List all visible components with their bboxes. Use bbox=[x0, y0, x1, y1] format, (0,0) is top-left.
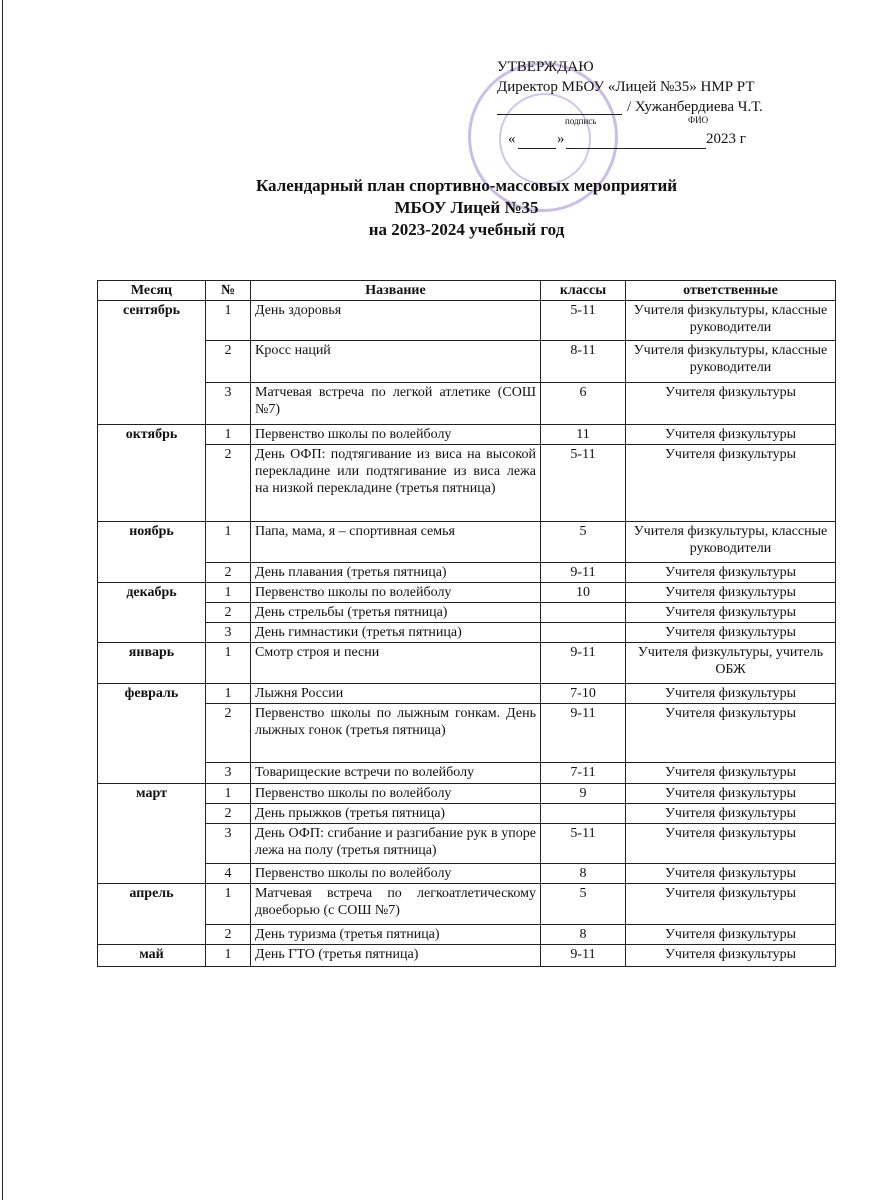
responsible-cell: Учителя физкультуры bbox=[626, 684, 836, 704]
classes-cell: 9-11 bbox=[541, 945, 626, 967]
responsible-cell: Учителя физкультуры bbox=[626, 704, 836, 763]
responsible-cell: Учителя физкультуры, классные руководители bbox=[626, 301, 836, 341]
month-cell: сентябрь bbox=[98, 301, 206, 425]
responsible-cell: Учителя физкультуры bbox=[626, 884, 836, 925]
date-quote-close: » bbox=[557, 131, 565, 147]
responsible-cell: Учителя физкультуры bbox=[626, 583, 836, 603]
classes-cell: 8-11 bbox=[541, 341, 626, 383]
classes-cell: 9 bbox=[541, 784, 626, 804]
number-cell: 3 bbox=[206, 623, 251, 643]
responsible-cell: Учителя физкультуры bbox=[626, 804, 836, 824]
responsible-cell: Учителя физкультуры bbox=[626, 445, 836, 522]
title-line-1: Календарный план спортивно-массовых мероприятий bbox=[255, 176, 678, 195]
date-day-line bbox=[518, 148, 556, 149]
month-cell: ноябрь bbox=[98, 522, 206, 583]
table-row bbox=[98, 864, 836, 884]
event-name-cell: Первенство школы по волейболу bbox=[251, 864, 541, 884]
event-name-cell: Папа, мама, я – спортивная семья bbox=[251, 522, 541, 563]
event-name-cell: Смотр строя и песни bbox=[251, 643, 541, 684]
responsible-cell: Учителя физкультуры bbox=[626, 425, 836, 445]
column-header: Месяц bbox=[98, 281, 206, 301]
classes-cell bbox=[541, 623, 626, 643]
event-name-cell: День стрельбы (третья пятница) bbox=[251, 603, 541, 623]
classes-cell: 5-11 bbox=[541, 445, 626, 522]
approval-heading: УТВЕРЖДАЮ bbox=[497, 59, 594, 75]
number-cell: 2 bbox=[206, 804, 251, 824]
event-name-cell: Первенство школы по волейболу bbox=[251, 425, 541, 445]
classes-cell: 8 bbox=[541, 925, 626, 945]
number-cell: 1 bbox=[206, 301, 251, 341]
signature-caption: подпись bbox=[565, 116, 597, 126]
number-cell: 2 bbox=[206, 704, 251, 763]
responsible-cell: Учителя физкультуры bbox=[626, 864, 836, 884]
responsible-cell: Учителя физкультуры bbox=[626, 945, 836, 967]
number-cell: 3 bbox=[206, 383, 251, 425]
month-cell: январь bbox=[98, 643, 206, 684]
responsible-cell: Учителя физкультуры, учитель ОБЖ bbox=[626, 643, 836, 684]
responsible-cell: Учителя физкультуры, классные руководители bbox=[626, 522, 836, 563]
table-row bbox=[98, 884, 836, 925]
document-title bbox=[0, 175, 873, 241]
table-row bbox=[98, 301, 836, 341]
signature-line bbox=[497, 114, 622, 115]
responsible-cell: Учителя физкультуры bbox=[626, 763, 836, 784]
events-table bbox=[97, 280, 836, 967]
title-line-3: на 2023-2024 учебный год bbox=[368, 220, 565, 239]
classes-cell bbox=[541, 804, 626, 824]
responsible-cell: Учителя физкультуры bbox=[626, 603, 836, 623]
responsible-cell: Учителя физкультуры, классные руководители bbox=[626, 341, 836, 383]
table-row bbox=[98, 784, 836, 804]
table-row bbox=[98, 522, 836, 563]
classes-cell: 5-11 bbox=[541, 824, 626, 864]
date-month-line bbox=[566, 148, 706, 149]
table-row bbox=[98, 824, 836, 864]
month-cell: февраль bbox=[98, 684, 206, 784]
column-header: № bbox=[206, 281, 251, 301]
column-header: ответственные bbox=[626, 281, 836, 301]
classes-cell: 5-11 bbox=[541, 301, 626, 341]
responsible-cell: Учителя физкультуры bbox=[626, 824, 836, 864]
event-name-cell: День плавания (третья пятница) bbox=[251, 563, 541, 583]
approval-year: 2023 г bbox=[706, 131, 746, 147]
number-cell: 2 bbox=[206, 445, 251, 522]
number-cell: 2 bbox=[206, 925, 251, 945]
event-name-cell: День здоровья bbox=[251, 301, 541, 341]
number-cell: 1 bbox=[206, 684, 251, 704]
classes-cell: 8 bbox=[541, 864, 626, 884]
event-name-cell: День ОФП: сгибание и разгибание рук в упоре лежа на полу (третья пятница) bbox=[251, 824, 541, 864]
approval-position: Директор МБОУ «Лицей №35» НМР РТ bbox=[497, 79, 755, 95]
number-cell: 3 bbox=[206, 824, 251, 864]
classes-cell: 6 bbox=[541, 383, 626, 425]
event-name-cell: День ГТО (третья пятница) bbox=[251, 945, 541, 967]
number-cell: 1 bbox=[206, 583, 251, 603]
table-row bbox=[98, 383, 836, 425]
event-name-cell: Матчевая встреча по легкой атлетике (СОШ №7) bbox=[251, 383, 541, 425]
month-cell: апрель bbox=[98, 884, 206, 945]
number-cell: 2 bbox=[206, 563, 251, 583]
responsible-cell: Учителя физкультуры bbox=[626, 784, 836, 804]
classes-cell: 5 bbox=[541, 884, 626, 925]
classes-cell: 10 bbox=[541, 583, 626, 603]
number-cell: 1 bbox=[206, 884, 251, 925]
number-cell: 1 bbox=[206, 522, 251, 563]
table-row bbox=[98, 425, 836, 445]
classes-cell bbox=[541, 603, 626, 623]
event-name-cell: День гимнастики (третья пятница) bbox=[251, 623, 541, 643]
name-caption: ФИО bbox=[688, 115, 709, 125]
event-name-cell: День прыжков (третья пятница) bbox=[251, 804, 541, 824]
event-name-cell: Лыжня России bbox=[251, 684, 541, 704]
table-row bbox=[98, 341, 836, 383]
table-row bbox=[98, 704, 836, 763]
approval-block bbox=[497, 57, 763, 117]
number-cell: 3 bbox=[206, 763, 251, 784]
classes-cell: 5 bbox=[541, 522, 626, 563]
table-row bbox=[98, 643, 836, 684]
classes-cell: 7-10 bbox=[541, 684, 626, 704]
number-cell: 2 bbox=[206, 341, 251, 383]
classes-cell: 9-11 bbox=[541, 643, 626, 684]
event-name-cell: Товарищеские встречи по волейболу bbox=[251, 763, 541, 784]
event-name-cell: День ОФП: подтягивание из виса на высокой перекладине или подтягивание из виса лежа на низкой перекладине (третья пятница) bbox=[251, 445, 541, 522]
column-header: Название bbox=[251, 281, 541, 301]
table-row bbox=[98, 763, 836, 784]
table-row bbox=[98, 945, 836, 967]
table-row bbox=[98, 684, 836, 704]
month-cell: декабрь bbox=[98, 583, 206, 643]
date-quote-open: « bbox=[508, 131, 516, 147]
table-row bbox=[98, 583, 836, 603]
month-cell: май bbox=[98, 945, 206, 967]
table-row bbox=[98, 445, 836, 522]
month-cell: март bbox=[98, 784, 206, 884]
event-name-cell: Кросс наций bbox=[251, 341, 541, 383]
number-cell: 4 bbox=[206, 864, 251, 884]
number-cell: 1 bbox=[206, 643, 251, 684]
table-row bbox=[98, 623, 836, 643]
month-cell: октябрь bbox=[98, 425, 206, 522]
event-name-cell: Матчевая встреча по легкоатлетическому двоеборью (с СОШ №7) bbox=[251, 884, 541, 925]
responsible-cell: Учителя физкультуры bbox=[626, 623, 836, 643]
event-name-cell: Первенство школы по волейболу bbox=[251, 784, 541, 804]
table-row bbox=[98, 925, 836, 945]
number-cell: 1 bbox=[206, 945, 251, 967]
responsible-cell: Учителя физкультуры bbox=[626, 563, 836, 583]
table-header-row bbox=[98, 281, 836, 301]
column-header: классы bbox=[541, 281, 626, 301]
event-name-cell: Первенство школы по волейболу bbox=[251, 583, 541, 603]
number-cell: 1 bbox=[206, 425, 251, 445]
event-name-cell: Первенство школы по лыжным гонкам. День лыжных гонок (третья пятница) bbox=[251, 704, 541, 763]
classes-cell: 7-11 bbox=[541, 763, 626, 784]
number-cell: 2 bbox=[206, 603, 251, 623]
classes-cell: 11 bbox=[541, 425, 626, 445]
classes-cell: 9-11 bbox=[541, 563, 626, 583]
table-row bbox=[98, 563, 836, 583]
title-line-2: МБОУ Лицей №35 bbox=[394, 198, 539, 217]
approval-name: / Хужанбердиева Ч.Т. bbox=[627, 99, 763, 115]
responsible-cell: Учителя физкультуры bbox=[626, 383, 836, 425]
table-row bbox=[98, 603, 836, 623]
classes-cell: 9-11 bbox=[541, 704, 626, 763]
number-cell: 1 bbox=[206, 784, 251, 804]
table-row bbox=[98, 804, 836, 824]
event-name-cell: День туризма (третья пятница) bbox=[251, 925, 541, 945]
responsible-cell: Учителя физкультуры bbox=[626, 925, 836, 945]
